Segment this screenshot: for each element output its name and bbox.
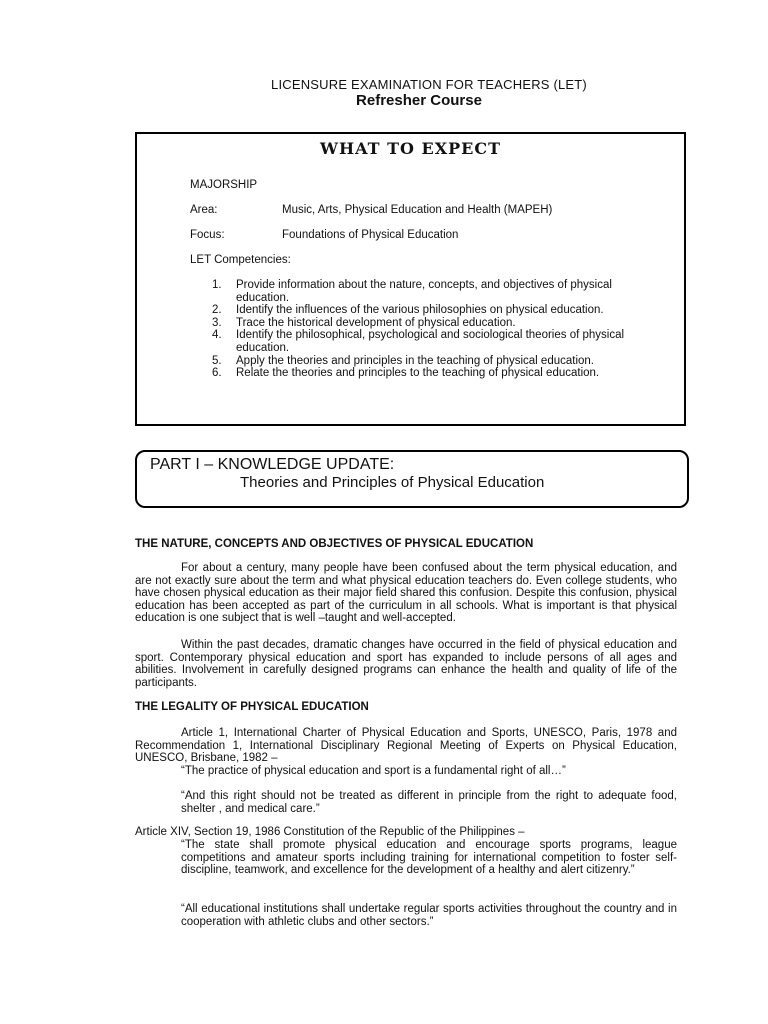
quote-right-principle: “And this right should not be treated as different in principle from the right to adequate food, shelter , and medical care.” [181, 790, 677, 815]
quote-fundamental-right: “The practice of physical education and sport is a fundamental right of all…” [181, 765, 566, 777]
area-label: Area: [190, 204, 218, 216]
list-item-text: Apply the theories and principles in the teaching of physical education. [236, 354, 595, 367]
list-item-text: Trace the historical development of physical education. [236, 316, 516, 329]
list-item-number: 3. [212, 316, 222, 329]
list-item [212, 355, 652, 368]
exam-title: LICENSURE EXAMINATION FOR TEACHERS (LET) [271, 77, 587, 92]
list-item-text: Identify the influences of the various philosophies on physical education. [236, 304, 604, 317]
paragraph-charter: Article 1, International Charter of Physical Education and Sports, UNESCO, Paris, 1978 and Recommendation 1, International Disciplinary Regional Meeting of Experts on Physical Education, UNESCO, Brisbane, 1982 – [135, 727, 677, 765]
list-item-text: Provide information about the nature, concepts, and objectives of physical education. [236, 279, 612, 304]
list-item-number: 1. [212, 279, 222, 291]
paragraph-nature-2: Within the past decades, dramatic changes have occurred in the field of physical education and sport. Contemporary physical education and sport has expanded to include persons of all ages and abilities. Involvement in carefully designed programs can enhance the health and quality of life of the participants. [135, 639, 677, 689]
part-one-title: PART I – KNOWLEDGE UPDATE: [150, 456, 395, 473]
what-to-expect-title: WHAT TO EXPECT [320, 139, 501, 158]
majorship-label: MAJORSHIP [190, 179, 258, 191]
list-item [212, 329, 652, 354]
list-item [212, 304, 652, 317]
area-value: Music, Arts, Physical Education and Health (MAPEH) [282, 204, 553, 216]
list-item-number: 2. [212, 304, 222, 317]
list-item [212, 279, 652, 304]
list-item-text: Relate the theories and principles to the teaching of physical education. [236, 367, 600, 380]
course-title: Refresher Course [356, 92, 482, 109]
list-item [212, 317, 652, 330]
list-item-number: 6. [212, 367, 222, 380]
list-item-number: 5. [212, 354, 222, 367]
quote-state-promote: “The state shall promote physical education and encourage sports programs, league competitions and amateur sports including training for international competition to foster self-discipline, teamwork, and excellence for the development of a healthy and alert citizenry.” [181, 839, 677, 877]
article-constitution: Article XIV, Section 19, 1986 Constitution of the Republic of the Philippines – [135, 826, 525, 838]
focus-value: Foundations of Physical Education [282, 229, 459, 241]
competencies-label: LET Competencies: [190, 254, 291, 266]
competencies-list [212, 279, 652, 380]
quote-educational-institutions: “All educational institutions shall undertake regular sports activities throughout the country and in cooperation with athletic clubs and other sectors.” [181, 903, 677, 928]
section-heading-legality: THE LEGALITY OF PHYSICAL EDUCATION [135, 701, 369, 713]
list-item [212, 367, 652, 380]
list-item-number: 4. [212, 329, 222, 342]
focus-label: Focus: [190, 229, 225, 241]
paragraph-nature-1: For about a century, many people have been confused about the term physical education, and are not exactly sure about the term and what physical education teachers do. Even college students, who have chosen physical education as their major field shared this confusion. Despite this confusion, physical education has been accepted as part of the curriculum in all schools. What is important is that physical education is one subject that is well –taught and well-accepted. [135, 562, 677, 625]
part-one-subtitle: Theories and Principles of Physical Education [240, 474, 545, 491]
list-item-text: Identify the philosophical, psychological and sociological theories of physical education. [236, 329, 625, 354]
section-heading-nature: THE NATURE, CONCEPTS AND OBJECTIVES OF PHYSICAL EDUCATION [135, 538, 534, 550]
